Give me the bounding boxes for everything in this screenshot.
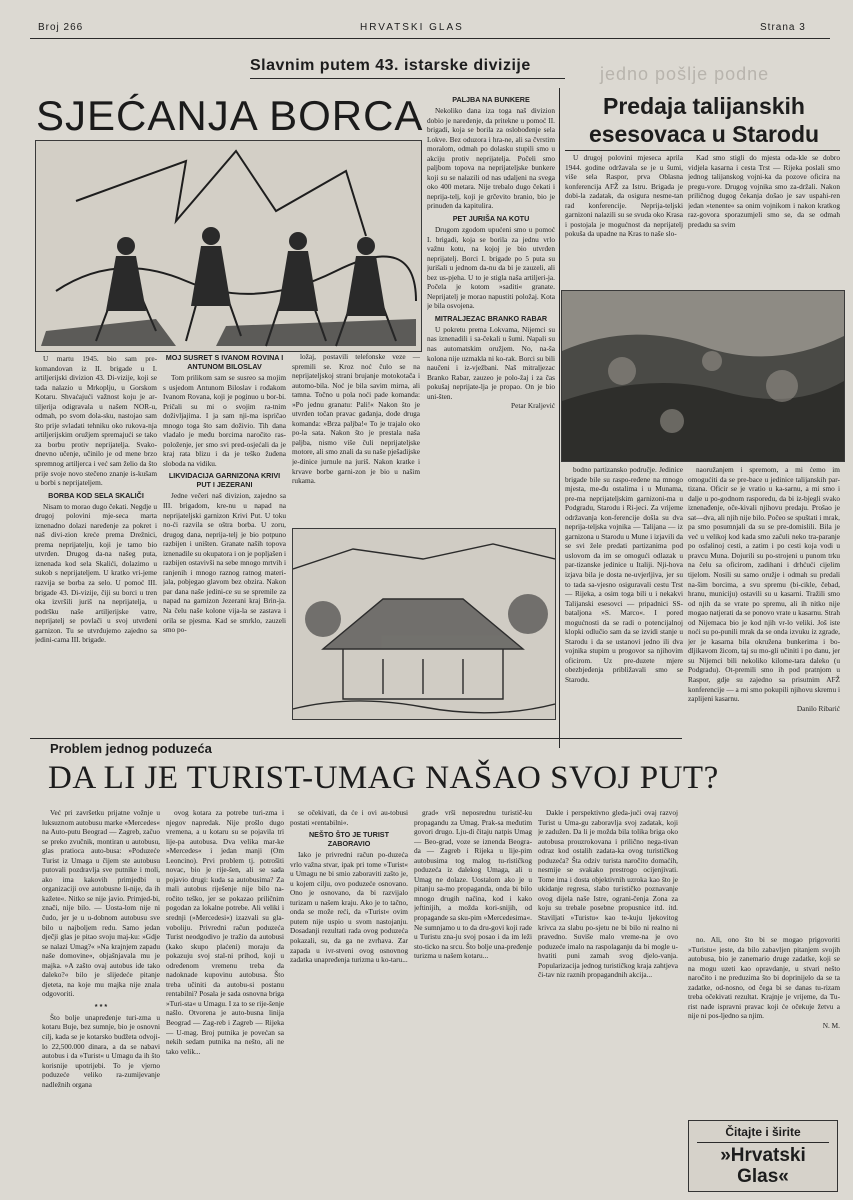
paragraph: Nekoliko dana iza toga naš divizion dobio je naređenje, da pritekne u pomoć II. brigadi, koja se borila za oslobođenje sela Lokve. Bez oduzora i hra-ne, ali sa čvrstim moralom, odmah po dolasku stupili smo u akciju protiv neprijatelja. Počeli smo paljbom topova na neprijateljske bunkere koji su se nalazili od nas udaljeni na svega oko 400 metara. Nije trebalo dugo čekati i neprija-telj, koji je grčevito branio, bio je prinuđen da kapitulira. xyxy=(427,106,555,211)
paragraph: Iako je privredni račun po-duzeća vrlo važna stvar, ipak pri tome »Turist« u Umagu ne bi smio zaboraviti zašto je, u kojem cilju, ovo poduzeće osnovano. Ono je osnovano, da bi razvijalo turizam u našem kraju. Ako je to tačno, onda se može reći, da »Turist« ovim putem nije uspio u svom nastojanju. Dosadanji rezultati rada ovog poduzeća pokazali, su, da ga ne zvrhava. Zar zapada u ivr-stveni ovog osnovnog zadatka unapređenja turizma u ko-taru... xyxy=(290,850,408,965)
paragraph: grad« vrši neposrednu turistič-ku propagandu za Umag. Prak-sa međutim govori drugo. Lju-di čitaju natpis Umag — Beo-grad, voze se iznenda Beogra-da — Zagreb i Rijeka u lije-pim autobusima tog malog tu-rističkog poduzeća iz dalekog Umaga, ali u Umag ne dolaze. Uostalom ako je u pitanju sa-mo propaganda, onda bi bilo mnogo drugih načina, kod i kako jeftinijih, a možda kori-snijih, od propagande sa sku-pim »Mercedesima«. Ne sumnjamo u to da dru-govi koji rade u Turistu zna-ju svoj posao i da im leži sto-ticko na srcu. Što bolje una-pređenje turizma u našem kotaru... xyxy=(414,808,532,961)
paragraph: naoružanjem i spremom, a mi ćemo im omogućiti da se pre-bace u jedinice talijanskih par-tizana. Oficir se je vratio u ka-sarnu, a mi smo i dalje u po-godnom rasporedu, da bi iz-bjegli svako iznenađenje, oče-kivali njihovu predaju. Prošao je sat—dva, ali njih nije bilo. Počeo se spuštati i mrak, pa smo posumnjali da su se pre-domislili. Bila je već u velikoj kod kada smo začuli neko tra-paranje po osfalinoj cesti, a zatim i po cesti koja vodi u pravcu Muna. Dojurili su po-strojeni u punom trku na čelu sa oficirom, zadihani i drhćući cijelim tijelom. Nosili su samo oružje i odmah su predali na-šim borcima, a svu spremu (bi-cikle, čebad, hranu, municiju) ostavili su u kasarni. Tražili smo od njih da se vrate po spremu, ali ih nitko nije mogao natjerati da se ponovo vrate u kasarnu. Strah od Nijemaca bio je kod njih vr-lo veliki. Još iste noći su po-punili mrak da se onda izvuku iz zgrade, jer je kasarna bila okružena bunkerima i bo-dljikavom žicom, taj su mo-gli učiniti i po danu, jer su Nijemci bili nekoliko kilome-tara daleko (u Podgradu). Ot-premili smo ih pod pratnjom u Raspor, gdje su zajedno sa prisutnim AFŽ konferencije — a mi smo pokupili njihovu skremu i zaplijeni kasarnu. xyxy=(688,465,840,704)
paragraph: se očekivati, da će i ovi au-tobusi postati »rentabilni«. xyxy=(290,808,408,827)
subheading-paljba-na-bunkere: PALJBA NA BUNKERE xyxy=(452,95,530,104)
subheading-moj-susret: MOJ SUSRET S IVANOM ROVINA I ANTUNOM BILOSLAV xyxy=(165,353,284,371)
paragraph: bodno partizansko područje. Jedinice brigade bile su raspo-ređene na mnogo mjesta, me-đu ostalima i u Munama, pre-ma neprijateljskim garnizoni-ma u Podgradu, Starodu i Ri-jeci. Za vrijeme održavanja kon-ferencije došla su dva neprija-teljska vojnika — Talijana — iz garnizona u Starodu u Mune i izjavili da se svi žele predati partizanima pod uslovom da im se omogući odlazak u par-tizanske jedinice u Italiji. Nji-hova izjava bila je dosta ne-uvjerljiva, jer su to tada sa-vjesno osiguravali cestu Trst — Rijeka, a osim toga bili u i nekakvi Talijanski esesovci — pripadnici SS-bataljona »S. Marco«. I pored mogućnosti da se radi o potencijalnoj klopki odlučio sam da se izvidi stanje u Starodu i da se ustanovi jedno ili dva vojnika stupim u progovor sa njihovim oficirom. Uz pre-duzete mjere obezbjeđenja približavali smo se Starodu. xyxy=(565,465,683,685)
article2-column-4 xyxy=(688,465,840,930)
subheading-borba-kod-sela-skalici: BORBA KOD SELA SKALIČI xyxy=(48,490,144,500)
article3-column-5 xyxy=(538,808,678,1193)
article3-column-1 xyxy=(42,808,160,1193)
article3-signature: N. M. xyxy=(822,1020,840,1030)
subheading-likvidacija-garnizona: LIKVIDACIJA GARNIZONA KRIVI PUT I JEZERANI xyxy=(168,471,281,490)
paragraph: ovog kotara za potrebe turi-zma i njegov napredak. Nije prošlo dugo vremena, a u kotaru su se pojavila tri lije-pa autobusa. Dva velika mar-ke »Mercedes« i jedan manji (Om Leoncino). Prvi problem tj. potrošiti novac, bio je rije-šen, ali se sada pojavio drugi: kuda sa autobusima? Za mali autobus riješenje nije bilo na-ročito teško, jer se pokazao priličnim pogodan za lokalne potrebe. Ali veliki i srednji (»Mercedesi«) izazvali su gla-voboliju. Privredni račun poduzeća Turist neodgodivo je tražio da autobusi (kako skupo plaćeni) moraju da pokazuju svoj stal-ni prihod, koji u određenom vremenu treba da nadoknade kupovinu autobusa. Što treba učiniti da autobu-si postanu rentabilni? Posala je sada osnovna briga »Turi-sta« u Umagu. I za to se rije-šenje našlo. Otvorena je auto-busna linija Beograd — Zag-reb i Zagreb — Rijeka — U-mag. Broj putnika je povećan sa nekih sedam putnika na nešto, ali ne tako velik... xyxy=(166,808,284,1056)
page-number: Strana 3 xyxy=(760,22,806,33)
article3-column-6 xyxy=(688,935,840,1115)
article1-column-3 xyxy=(292,352,420,524)
masthead-rule xyxy=(30,38,830,39)
article1-column-2 xyxy=(163,350,286,750)
promo-box xyxy=(688,1120,838,1192)
partisan-woodcut-illustration xyxy=(35,140,422,352)
article3-column-2 xyxy=(166,808,284,1193)
paragraph: Jedne večeri naš divizion, zajedno sa III. brigadom, kre-nu u napad na neprijateljski garnizon Krivi Put. U toku no-ći razvila se oštra borba. U zoru, drugog dana, neprija-telj je bio potpuno razbijen i uništen. Granate naših topova iznenadile su okupatora i on je popljašen i razbijen ostavivši na sebe mnogo mrtvih i ranjenih i mnogo raznog ratnog materi-jala, pobjegao glavom bez obzira. Nakon par dana naše jedini-ce su se spremile za napad na garnizon Jezerani kraj Brin-ja. Na čelu naše kolone vija-la se zastava i orila se pjesma. Kad se smrklo, zauzeli smo po- xyxy=(163,491,286,635)
paragraph: Dakle i perspektivno gleda-jući ovaj razvoj Turist u Uma-gu zaboravlja svoj zadatak, koji je zadužen. Da li je možda bila tolika briga oko autobusa prouzrokovana i prilično nega-tivan odraz kod ostalih zadata-ka ovog turističkog poduzeća? Šta odziv turista naročito domaćih, nesmije se svakako prestrogo ocijenjivati. Tome ima i dosta objektivnih uzroka kao što je ukidanje regresa, slabo turističko poznavanje ovog dijela naše Istre, ograni-čenja Zona za koju su trebale posebne propusnice itd. itd. Staviljati »Turistu« kao te-kuju ljekovitog krivca za slabu po-sjetu ne bi bilo ni realno ni pravedno. Suviše malo vreme-na je ovo poduzeće imalo na raspolaganju da bi mogle u-hvatiti puni zamah svog djelo-vanja. Popularizacija jednog turističkog kraja zahtjeva či-tav niz raznih propagandnih akcija... xyxy=(538,808,678,980)
article2-headline: Predaja talijanskih esesovaca u Starodu xyxy=(588,93,820,147)
newspaper-name: HRVATSKI GLAS xyxy=(360,22,464,33)
subheading-mitraljezac: MITRALJEZAC BRANKO RABAR xyxy=(434,313,548,323)
village-sketch-illustration xyxy=(292,528,556,720)
paragraph: ložaj, postavili telefonske veze — spremili se. Kroz noć čulo se na neprijateljskoj strani brujanje motokotača i automo-bila. Noć je bila savim mirna, ali tamna. Točno u pola noći pade komanda: »Po jednu granatu: Pali!« Nakon što je utvrđen točan pravac gađanja, dođe druga komanda: »Brza paljba!« To je trajalo oko po-la sata. Nakon što je prestala naša paljba, nismo više čuli neprijateljske motore, ali smo znali da su naše pješadijske je-dinice jurnule na juriš. Nakon kratke i krvave borbe garni-zon je bio u našim rukama. xyxy=(292,352,420,486)
paragraph: U drugoj polovini mjeseca aprila 1944. godine održavala se je u šumi, više sela Raspor, prva Oblasna konferencija AFŽ za Istru. Brigada je dobi-la zadatak, da osigura nesme-tan rad konferencije. Neprija-teljski garnizoni nalazili su se svuda oko Krasa i postojala je mogućnost da neprijatelj pokuša da upadne na Kras to naše slo- xyxy=(565,153,683,239)
article3-headline: DA LI JE TURIST-UMAG NAŠAO SVOJ PUT? xyxy=(48,760,719,796)
woodcut-drawing xyxy=(36,141,421,351)
section-rule xyxy=(30,738,682,739)
article1-headline: SJEĆANJA BORCA xyxy=(36,92,424,139)
paragraph: Tom prilikom sam se susreo sa mojim s usjedom Antunom Biloslav i rođakom Ivanom Rovana, koji je poginuo u bor-bi. Pričali su mi o svojim ra-tnim doživljajima. I ja sam nji-ma ispričao mnogo toga što sam doživio. Tih dana vladalo je među borcima naročito ras-položenje, jer smo svi pred-osjećali da je kraj rata blizu i da je teško žuđena sloboda na vidiku. xyxy=(163,373,286,468)
promo-line-2: »Hrvatski Glas« xyxy=(720,1145,806,1187)
paragraph: Drugom zgodom upućeni smo u pomoć I. brigadi, koja se borila za jednu vrlo važnu kotu, na kojoj je bio utvrđen neprijatelj. Borci I. brigade po 5 puta su jurišali u jednom da-nu da bi je zauzeli, ali bez us-pjeha. U to je stigla naša artiljeri-ja. Počela je kotom »saditi« granate. Neprijatelj je morao napustiti položaj. Kota je bila osvojena. xyxy=(427,225,555,311)
article1-kicker: Slavnim putem 43. istarske divizije xyxy=(250,57,531,74)
paragraph: Već pri završetku prijatne vožnje u luksuznom autobusu marke »Mercedes« na Auto-putu Beograd — Zagreb, začuo se preko zvučnik, montiran u autobusu, glas pratioca auto-busa: »Poduzeće Turist iz Umaga u čijem ste autobusu putovali pozdravlja sve putnike i moli, ako ima kakovih primjedbi u organizaciji ove autobusne li-nije, da ih kažete«. Nitko se nije javio. Primjed-bi, znači, nije bilo. — Uosta-lom nije ni čudo, jer je u u-dobnom autobusu sve bilo u najboljem redu. Samo jedan dječji glas je pitao svoju maj-ku: »Gdje se nalazi Umag?« »Na krajnjem zapadu naše domovine«, objašnjavala mu je majka. »A zašto ovaj autobus ide tako daleko?« bilo je slijedeće pitanje djeteta, na koje mu majka nije znala odgovoriti. xyxy=(42,808,160,999)
paragraph: Što bolje unapređenje turi-zma u kotaru Buje, bez sumnje, bio je osnovni cilj, kada se je kotarsko budžeta odvoji-lo 22,500.000 dinara, a da se nabavi autobus i da »Turist« u Umagu da ih što korisnije upotrijebi. To je vjerno poduzeće veliko ra-zumijevanje nadležnih organa xyxy=(42,1012,160,1089)
kicker-underline xyxy=(250,78,565,79)
article1-column-1 xyxy=(35,354,157,754)
paragraph: Kad smo stigli do mjesta oda-kle se dobro vidjela kasarna i cesta Trst — Rijeka poslali smo jednog talijanskog vojni-ka da pozove oficira na pregu-vore. Drugog vojnika smo za-držali. Nakon priličnog dugog čekanja došao je sav uspahi-ren jedan »tenente« sa onim vojnikom i nakon kratkog raz-govora sporazumjeli smo se, da se odmah predadu sa svim xyxy=(688,153,840,229)
article3-kicker: Problem jednog poduzeća xyxy=(50,741,212,756)
section-break: * * * xyxy=(94,1001,108,1011)
promo-rule xyxy=(697,1142,829,1143)
forest-drawing xyxy=(562,291,844,461)
article3-column-4 xyxy=(414,808,532,1193)
paragraph: U pokretu prema Lokvama, Nijemci su nas iznenadili i sa-čekali u šumi. Napali su nas automatskim oružjem. No, na-ša kolona nije uzmakla ni ko-rak. Borci su bili naučeni i iz-vježbani. Naš mitraljezac Branko Rabar, zauzeo je polo-žaj i za čas pokušaj neprijate-lja je propao. On je bio uni-šten. xyxy=(427,324,555,401)
paragraph: Nisam to morao dugo čekati. Negdje u drugoj polovini mje-seca marta iznenadno dolazi naređenje za pokret i naš divi-zion kreće prema Drežnici, prema neprijatelju, koji je tamo bio utvrđen. Drugog da-na našeg puta, iznenada kod sela Skalići, dolazimo u sukob s neprijateljem. U kratko vri-jeme razvija se borba za selo. U pomoć III. brigade 43. Di-vizije, čiji su borci u tren oka izvršili juriš na neprijatelja, u podršku naše artiljerijske vatre, neprijatelj se povlači u svoj utvrđeni garnizon. Tu se utvrđujemo zajedno sa jedini-cama III. brigade. xyxy=(35,501,157,645)
subheading-nesto-sto-je-turist-zaboravio: NEŠTO ŠTO JE TURIST ZABORAVIO xyxy=(308,830,389,849)
article1-signature: Petar Kraljević xyxy=(511,401,555,411)
article1-column-4 xyxy=(427,92,555,524)
faded-banner: jedno pošlje podne xyxy=(600,64,770,84)
headline-underline xyxy=(565,150,840,151)
article3-column-3 xyxy=(290,808,408,1193)
article2-column-3 xyxy=(565,465,683,750)
village-drawing xyxy=(293,529,555,719)
promo-line-1: Čitajte i širite xyxy=(725,1125,801,1139)
issue-number: Broj 266 xyxy=(38,22,84,33)
article2-signature: Danilo Ribarić xyxy=(796,703,840,713)
paragraph: U martu 1945. bio sam pre-komandovan iz II. brigade u I. artiljerijski divizion 43. Di-vizije, koji se tada nalazio u Mrkoplju, u Gorskom Kotaru. Shvaćajući važnost koju je ar-tiljerija odigravala u našem NOR-u, odmah, po svom dola-sku, nastojao sam što prije svladati tehniku oko rukova-nja artiljerijskim oružjem spremajući se tako za borbu protiv neprijatelja. Svako-dnevno učenje, učinilo je od mene brzo spremnog artiljerca i već sam želio da što prije svoje novo stečeno znanje is-kušam u borbi s neprijateljem. xyxy=(35,354,157,488)
article2-column-2 xyxy=(688,153,840,283)
subheading-pet-jurisa: PET JURIŠA NA KOTU xyxy=(452,214,530,224)
forest-landscape-photo xyxy=(561,290,845,462)
paragraph: no. Ali, ono što bi se mogao prigovoriti »Turistu« jeste, da bilo zabavljen pitanjem svojih autobusa, bio je zanemario druge zadatke, koji se na mogu uzeti kao opravdanje, u stvari nešto naročito i ne preduzima što bi doprinijelo da se ta zadatke, od-nosno, od čega bi se danas tu-rizam treba očekivati rezultat. Krajnje je vrijeme, da Tu-rist nađe ispravni pravac koji će očekuje žetvu a nije ni pos-ljedno sa njim. xyxy=(688,935,840,1021)
article2-column-1 xyxy=(565,153,683,283)
column-divider xyxy=(559,88,560,748)
